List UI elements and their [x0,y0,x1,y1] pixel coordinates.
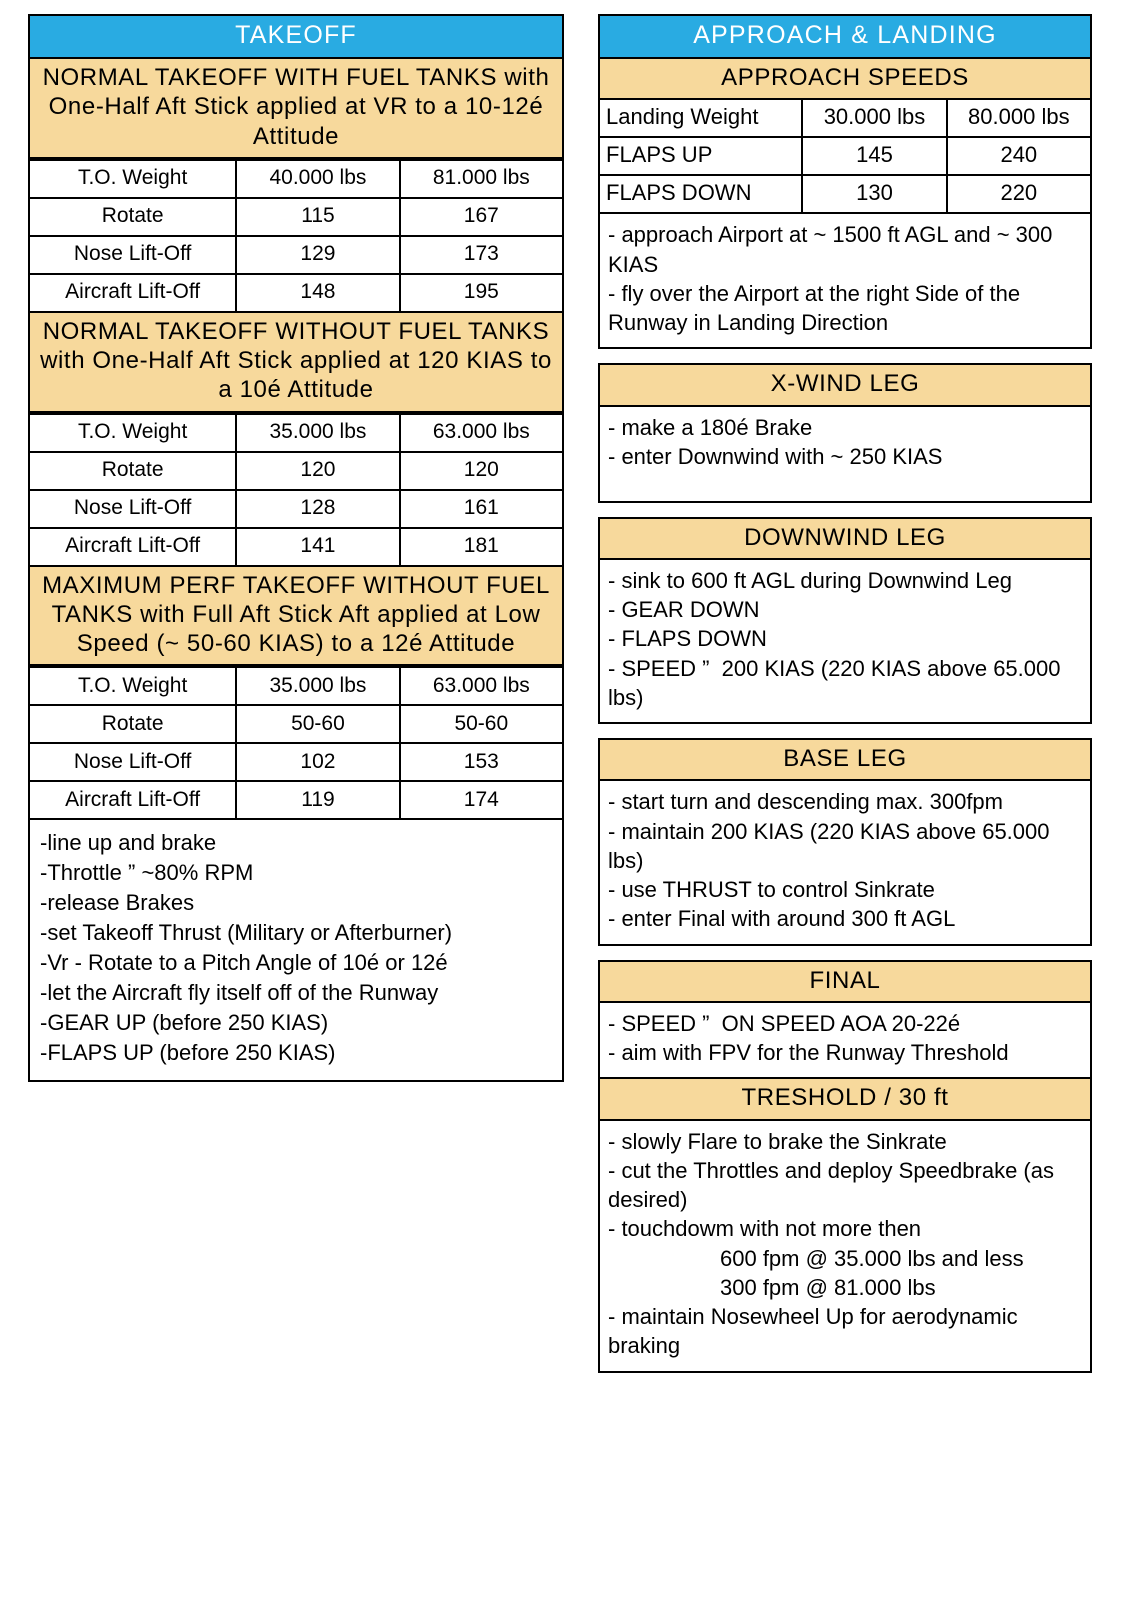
list-item: -release Brakes [40,890,195,916]
row-value-2: 167 [400,198,563,236]
table-row [599,100,1091,137]
row-value-1: 129 [236,236,399,274]
list-item: - GEAR DOWN [608,597,760,623]
table-row [29,781,563,819]
row-label: Aircraft Lift-Off [29,274,236,312]
row-value-2: 120 [400,452,563,490]
list-item: - enter Downwind with ~ 250 KIAS [608,443,943,469]
row-value-1: 119 [236,781,399,819]
list-item: -Throttle ” ~80% RPM [40,860,254,886]
row-value-1: 50-60 [236,705,399,743]
table-row [29,414,563,452]
list-item: - cut the Throttles and deploy Speedbrake (as desired) [608,1157,1061,1213]
row-label: Aircraft Lift-Off [29,781,236,819]
row-value-1: 35.000 lbs [236,414,399,452]
row-value-2: 195 [400,274,563,312]
list-item: - maintain 200 KIAS (220 KIAS above 65.000 lbs) [608,818,1056,873]
list-item: -Vr - Rotate to a Pitch Angle of 10é or 12é [40,950,448,976]
row-label: Rotate [29,198,236,236]
row-value-1: 145 [802,137,946,175]
takeoff-title: TAKEOFF [28,14,564,59]
row-label: Aircraft Lift-Off [29,528,236,566]
section-gap [598,724,1092,738]
list-item: - enter Final with around 300 ft AGL [608,906,956,932]
row-label: T.O. Weight [29,160,236,198]
xwind-leg-heading: X-WIND LEG [598,363,1092,406]
approach-landing-column [598,14,1092,1373]
list-item: - SPEED ” ON SPEED AOA 20-22é [608,1010,961,1036]
approach-speeds-heading: APPROACH SPEEDS [598,59,1092,100]
list-item: -let the Aircraft fly itself off of the Runway [40,979,439,1005]
takeoff-section-3-heading: MAXIMUM PERF TAKEOFF WITHOUT FUEL TANKS with Full Aft Stick Aft applied at Low Speed (~ 50-60 KIAS) to a 12é Attitude [28,567,564,667]
row-value-1: 120 [236,452,399,490]
list-item: - make a 180é Brake [608,414,813,440]
row-value-2: 50-60 [400,705,563,743]
approach-speeds-notes [598,214,1092,349]
downwind-leg-heading: DOWNWIND LEG [598,517,1092,560]
table-row [599,137,1091,175]
takeoff-section-2-heading: NORMAL TAKEOFF WITHOUT FUEL TANKS with One-Half Aft Stick applied at 120 KIAS to a 10é Attitude [28,313,564,413]
table-row [29,274,563,312]
base-leg-notes [598,781,1092,945]
row-value-1: 115 [236,198,399,236]
row-value-2: 63.000 lbs [400,414,563,452]
row-label: T.O. Weight [29,414,236,452]
row-value-2: 153 [400,743,563,781]
row-value-2: 81.000 lbs [400,160,563,198]
row-value-2: 240 [947,137,1091,175]
threshold-notes [598,1121,1092,1373]
row-value-2: 80.000 lbs [947,100,1091,137]
approach-landing-title: APPROACH & LANDING [598,14,1092,59]
row-value-1: 141 [236,528,399,566]
row-value-1: 128 [236,490,399,528]
row-label: T.O. Weight [29,667,236,705]
table-row [29,667,563,705]
list-item: -set Takeoff Thrust (Military or Afterburner) [40,920,453,946]
takeoff-section-1-heading: NORMAL TAKEOFF WITH FUEL TANKS with One-Half Aft Stick applied at VR to a 10-12é Attitude [28,59,564,159]
list-item: -line up and brake [40,830,217,856]
row-value-2: 63.000 lbs [400,667,563,705]
row-value-1: 30.000 lbs [802,100,946,137]
row-label: Nose Lift-Off [29,743,236,781]
table-row [29,236,563,274]
row-value-2: 220 [947,175,1091,213]
row-label: Rotate [29,452,236,490]
row-value-2: 181 [400,528,563,566]
list-item: - start turn and descending max. 300fpm [608,789,1003,815]
row-label: Nose Lift-Off [29,490,236,528]
table-row [599,175,1091,213]
section-gap [598,503,1092,517]
row-value-1: 40.000 lbs [236,160,399,198]
table-row [29,528,563,566]
table-row [29,452,563,490]
row-value-2: 173 [400,236,563,274]
list-item: - slowly Flare to brake the Sinkrate [608,1128,947,1154]
row-value-1: 102 [236,743,399,781]
list-item: - aim with FPV for the Runway Threshold [608,1040,1009,1066]
table-row [29,705,563,743]
row-value-1: 35.000 lbs [236,667,399,705]
threshold-heading: TRESHOLD / 30 ft [598,1079,1092,1120]
row-label: Nose Lift-Off [29,236,236,274]
list-item: - use THRUST to control Sinkrate [608,877,935,903]
table-row [29,198,563,236]
takeoff-section-2-table [28,413,564,567]
takeoff-section-1-table [28,159,564,313]
table-row [29,743,563,781]
list-item: -FLAPS UP (before 250 KIAS) [40,1039,336,1065]
final-notes [598,1003,1092,1080]
section-gap [598,946,1092,960]
list-item-indented: 300 fpm @ 81.000 lbs [720,1274,936,1300]
final-heading: FINAL [598,960,1092,1003]
row-value-2: 174 [400,781,563,819]
list-item-indented: 600 fpm @ 35.000 lbs and less [720,1245,1024,1271]
row-value-1: 130 [802,175,946,213]
takeoff-column [28,14,564,1082]
list-item: - maintain Nosewheel Up for aerodynamic braking [608,1304,1024,1359]
table-row [29,490,563,528]
row-label: FLAPS DOWN [599,175,802,213]
section-gap [598,349,1092,363]
xwind-leg-notes [598,407,1092,503]
row-value-2: 161 [400,490,563,528]
base-leg-heading: BASE LEG [598,738,1092,781]
downwind-leg-notes [598,560,1092,724]
list-item: - approach Airport at ~ 1500 ft AGL and ~ 300 KIAS [608,222,1059,277]
row-label: Rotate [29,705,236,743]
takeoff-procedure-list [28,820,564,1081]
list-item: - SPEED ” 200 KIAS (220 KIAS above 65.000 lbs) [608,655,1067,710]
row-label: Landing Weight [599,100,802,137]
table-row [29,160,563,198]
list-item: - fly over the Airport at the right Side of the Runway in Landing Direction [608,280,1027,336]
list-item: -GEAR UP (before 250 KIAS) [40,1009,329,1035]
takeoff-section-3-table [28,666,564,820]
row-value-1: 148 [236,274,399,312]
row-label: FLAPS UP [599,137,802,175]
list-item: - sink to 600 ft AGL during Downwind Leg [608,567,1012,593]
list-item: - FLAPS DOWN [608,626,767,652]
list-item: - touchdowm with not more then [608,1216,922,1242]
approach-speeds-table [598,100,1092,214]
